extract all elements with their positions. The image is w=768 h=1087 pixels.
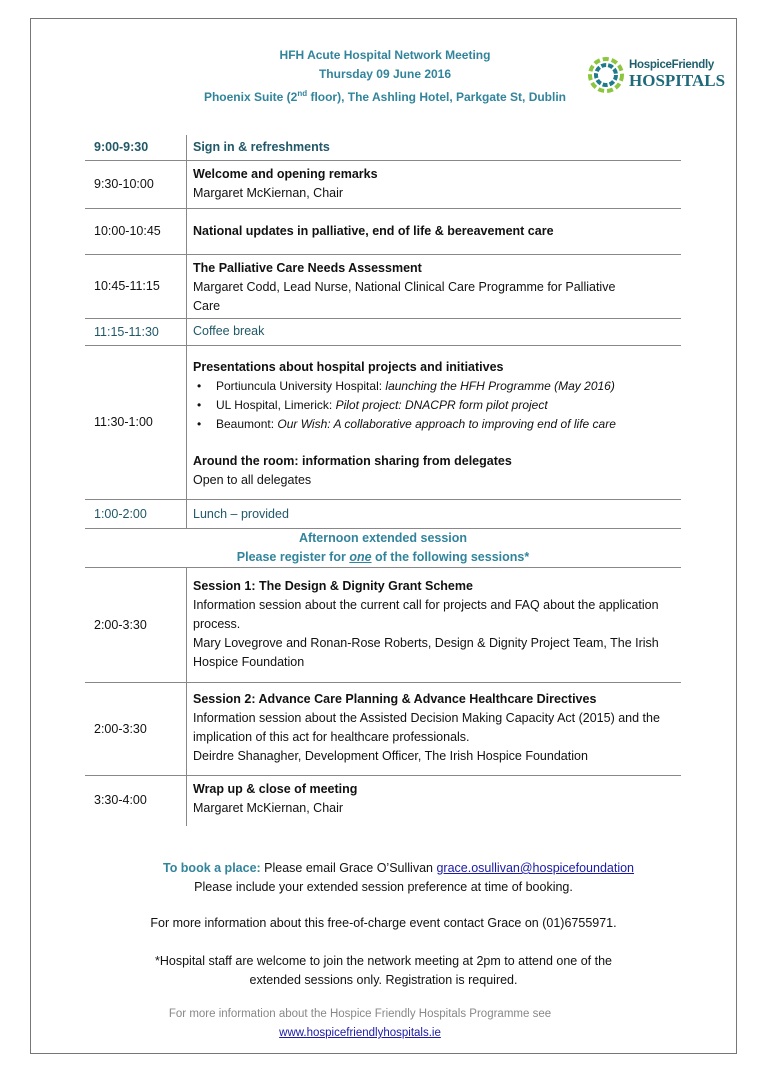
row-title: Coffee break: [193, 324, 265, 338]
agenda-table: [85, 135, 681, 825]
afternoon-note: [85, 548, 681, 567]
row-title: National updates in palliative, end of life & bereavement care: [193, 224, 554, 238]
bullet-lead: Beaumont:: [216, 417, 278, 431]
logo-swirl-icon: [585, 53, 627, 97]
row-time: 2:00-3:30: [94, 617, 147, 632]
meeting-header: [190, 46, 580, 107]
bullet-lead: UL Hospital, Limerick:: [216, 398, 336, 412]
staff-note: [30, 952, 737, 990]
row-time: 10:00-10:45: [94, 224, 161, 238]
row-detail: Information session about the current call for projects and FAQ about the application process.: [193, 598, 659, 631]
staff-note-line2: extended sessions only. Registration is required.: [249, 973, 518, 987]
booking-label: To book a place:: [162, 861, 261, 875]
website-link[interactable]: www.hospicefriendlyhospitals.ie: [279, 1027, 441, 1039]
row-time: 9:00-9:30: [94, 140, 149, 154]
list-item: [193, 377, 681, 396]
project-list: [193, 377, 681, 434]
booking-info: [30, 859, 737, 897]
email-link[interactable]: grace.osullivan@hospicefoundation: [436, 861, 635, 875]
meeting-venue: [190, 84, 580, 107]
row-time: 11:30-1:00: [94, 415, 153, 429]
venue-text-rest: floor), The Ashling Hotel, Parkgate St, Dublin: [307, 90, 567, 104]
booking-text: Please email Grace O’Sullivan: [260, 861, 437, 875]
row-time: 10:45-11:15: [94, 279, 160, 293]
logo-text-top: HospiceFriendly: [629, 59, 714, 71]
agenda-row: [85, 683, 681, 776]
row-title: Lunch – provided: [193, 507, 289, 521]
bullet-lead: Portiuncula University Hospital:: [216, 379, 386, 393]
row-detail: Information session about the Assisted Decision Making Capacity Act (2015) and the implication of this act for healthcare professionals.: [193, 711, 660, 744]
row-title: Welcome and opening remarks: [193, 167, 378, 181]
note-emphasis: one: [349, 550, 372, 564]
staff-note-line1: *Hospital staff are welcome to join the network meeting at 2pm to attend one of the: [155, 954, 612, 968]
row-time: 11:15-11:30: [94, 324, 159, 339]
agenda-row: [85, 135, 681, 161]
row-detail: Margaret McKiernan, Chair: [193, 801, 344, 815]
note-text: Please register for: [236, 550, 350, 564]
list-item: [193, 415, 681, 434]
programme-info: [0, 1005, 720, 1043]
row-detail-2: Mary Lovegrove and Ronan-Rose Roberts, Design & Dignity Project Team, The Irish Hospice Foundation: [193, 636, 659, 669]
programme-text: For more information about the Hospice Friendly Hospitals Programme see: [168, 1008, 552, 1020]
row-detail: Margaret Codd, Lead Nurse, National Clinical Care Programme for Palliative Care: [193, 280, 616, 313]
agenda-row: [85, 255, 681, 319]
bullet-italic: Our Wish: A collaborative approach to improving end of life care: [277, 417, 616, 431]
row-detail: Margaret McKiernan, Chair: [193, 186, 344, 200]
afternoon-session-banner: [85, 529, 681, 568]
venue-text: Phoenix Suite (2: [203, 90, 298, 104]
row-detail-2: Deirdre Shanagher, Development Officer, The Irish Hospice Foundation: [193, 749, 588, 763]
agenda-row: [85, 319, 681, 346]
agenda-row: [85, 161, 681, 209]
note-text-rest: of the following sessions*: [371, 550, 530, 564]
list-item: [193, 396, 681, 415]
row-title: Session 1: The Design & Dignity Grant Scheme: [193, 579, 473, 593]
venue-sup: nd: [297, 89, 308, 98]
meeting-date: Thursday 09 June 2016: [318, 67, 452, 81]
row-time: 9:30-10:00: [94, 177, 154, 191]
logo-text-bottom: HOSPITALS: [629, 71, 726, 90]
afternoon-title: Afternoon extended session: [298, 531, 468, 545]
meeting-title: HFH Acute Hospital Network Meeting: [279, 48, 491, 62]
row-title: The Palliative Care Needs Assessment: [193, 261, 422, 275]
row-title: Session 2: Advance Care Planning & Advance Healthcare Directives: [193, 692, 597, 706]
agenda-row: [85, 209, 681, 255]
row-title: Sign in & refreshments: [193, 140, 330, 154]
agenda-row: [85, 776, 681, 825]
row-time: 1:00-2:00: [94, 506, 147, 521]
preference-note: Please include your extended session preference at time of booking.: [194, 880, 573, 894]
hospice-friendly-hospitals-logo: [585, 53, 725, 97]
contact-info: For more information about this free-of-charge event contact Grace on (01)6755971.: [150, 916, 617, 930]
row-time: 3:30-4:00: [94, 793, 147, 807]
bullet-italic: Pilot project: DNACPR form pilot project: [335, 398, 548, 412]
row-title-2: Around the room: information sharing from delegates: [193, 454, 512, 468]
row-title: Presentations about hospital projects and initiatives: [193, 360, 504, 374]
bullet-italic: launching the HFH Programme (May 2016): [385, 379, 615, 393]
agenda-row: [85, 568, 681, 683]
agenda-row: [85, 346, 681, 500]
row-time: 2:00-3:30: [94, 721, 147, 736]
agenda-row: [85, 500, 681, 529]
row-title: Wrap up & close of meeting: [193, 782, 358, 796]
row-detail: Open to all delegates: [193, 473, 312, 487]
